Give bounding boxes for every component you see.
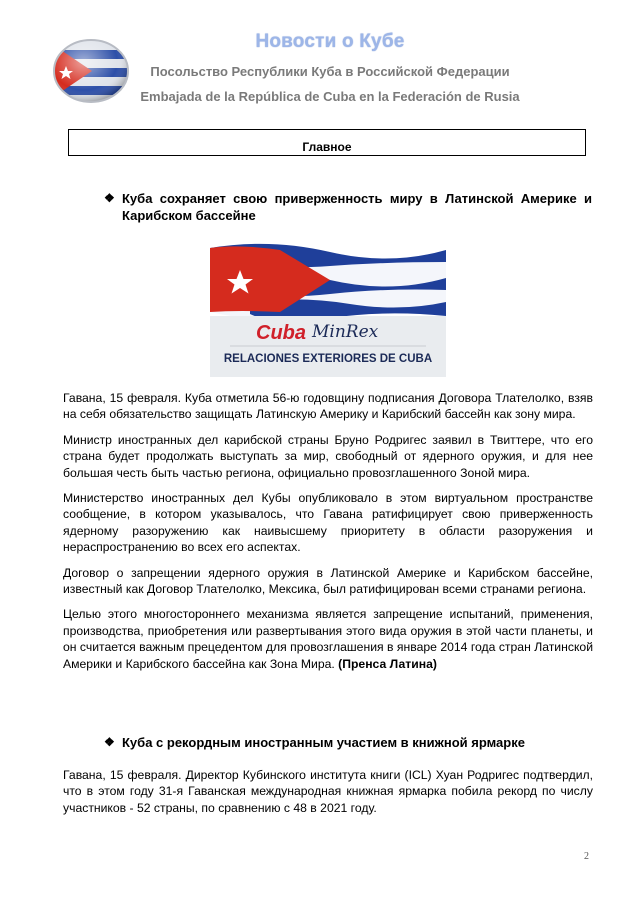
article1-headline: [104, 190, 592, 224]
article1-headline-text: Куба сохраняет свою приверженность миру в Латинской Америке и Карибском бассейне: [122, 191, 592, 223]
embassy-name-ru: Посольство Республики Куба в Российской Федерации: [150, 64, 510, 79]
section-header-box: [68, 129, 586, 156]
article2-headline: [104, 734, 592, 751]
minrex-banner-image: [210, 240, 446, 377]
article1-paragraph-last: [63, 606, 593, 672]
article1-paragraph: Договор о запрещении ядерного оружия в Латинской Америке и Карибском бассейне, известный как Договор Тлателолко, Мексика, был ратифицирован всеми странами региона.: [63, 565, 593, 597]
embassy-name-es: Embajada de la República de Cuba en la Federación de Rusia: [140, 89, 520, 104]
article1-body: [63, 390, 593, 681]
minrex-logo-script: MinRex: [312, 322, 379, 342]
page-number: 2: [584, 851, 589, 862]
article1-paragraph: Гавана, 15 февраля. Куба отметила 56-ю годовщину подписания Договора Тлателолко, взяв на себя обязательство защищать Латинскую Америку и Карибский бассейн как зону мира.: [63, 391, 593, 422]
article1-paragraph: Министр иностранных дел карибской страны Бруно Родригес заявил в Твиттере, что его страна будет продолжать выступать за мир, свободный от ядерного оружия, и для нее большая честь быть частью региона, официально провозглашенного Зоной мира.: [63, 432, 593, 480]
article2-paragraph: Гавана, 15 февраля. Директор Кубинского института книги (ICL) Хуан Родригес подтвердил, что в этом году 31-я Гаванская международная книжная ярмарка побила рекорд по числу участников - 52 страны, по сравнению с 48 в 2021 году.: [63, 768, 593, 815]
article1-source: (Пренса Латина): [338, 656, 437, 671]
section-label: Главное: [302, 140, 352, 154]
newsletter-title: Новости о Кубе: [255, 31, 405, 52]
diamond-bullet-icon: ❖: [104, 191, 115, 205]
article2-headline-text: Куба с рекордным иностранным участием в книжной ярмарке: [122, 735, 525, 750]
article2-body: [63, 767, 593, 825]
article1-last-text: Целью этого многостороннего механизма является запрещение испытаний, применения, производства, приобретения или развертывания этого вида оружия в этой части планеты, и он считается важным прецедентом для провозглашения в январе 2014 года стран Латинской Америки и Карибского бассейна как Зона Мира.: [63, 607, 593, 671]
minrex-logo-text: Cuba: [256, 322, 306, 344]
diamond-bullet-icon: ❖: [104, 735, 115, 749]
minrex-caption: RELACIONES EXTERIORES DE CUBA: [223, 353, 433, 365]
article1-paragraph: Министерство иностранных дел Кубы опубликовало в этом виртуальном пространстве сообщение, в котором указывалось, что Гавана ратифицирует свою приверженность ядерному разоружению как наивысшему приоритету в области разоружения и нераспространению во всех его аспектах.: [63, 491, 593, 555]
